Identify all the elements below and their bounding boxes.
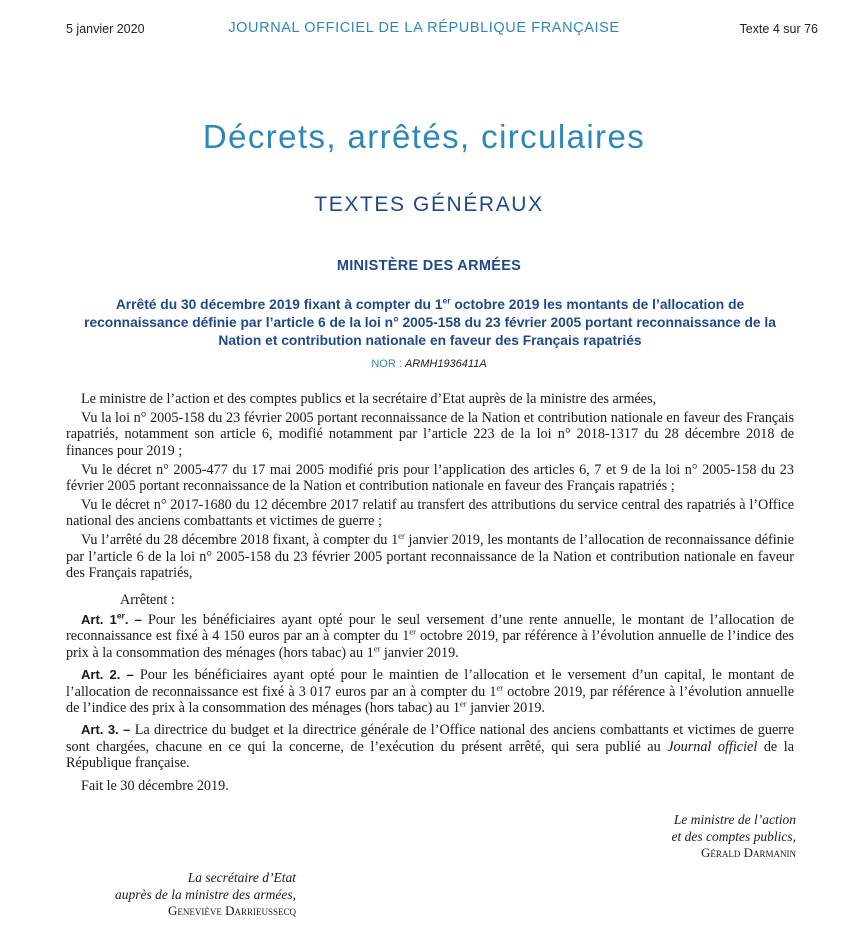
article-1-label: Art. 1er. – [81, 610, 142, 627]
decree-body [66, 391, 794, 796]
visa-decree-2005: Vu le décret n° 2005-477 du 17 mai 2005 modifié pris pour l’application des articles 6, 7 et 9 de la loi n° 2005-158 du 23 février 2005 portant reconnaissance de la Nation et contribution nationale en faveur des Français rapatriés ; [66, 461, 794, 495]
signature-secretary: La secrétaire d’Etat auprès de la ministre des armées, Geneviève Darrieussecq [66, 870, 296, 920]
section-title: TEXTES GÉNÉRAUX [314, 193, 544, 216]
publication-date: 5 janvier 2020 [66, 22, 145, 36]
article-2: Art. 2. – Pour les bénéficiaires ayant opté pour le maintien de l’allocation et le versement d’un capital, le montant de l’allocation de reconnaissance est fixé à 3 017 euros par an à compter du 1er octobre 2019, par référence à l’évolution annuelle de l’indice des prix à la consommation des ménages (hors tabac) au 1er janvier 2019. [66, 667, 794, 716]
minister-name: Gérald Darmanin [700, 845, 796, 860]
main-title: Décrets, arrêtés, circulaires [202, 118, 646, 155]
article-3: Art. 3. – La directrice du budget et la directrice générale de l’Office national des anciens combattants et victimes de guerre sont chargées, chacune en ce qui la concerne, de l’exécution du présent arrêté, qui sera publié au Journal officiel de la République française. [66, 722, 794, 772]
visa-arrete-2018: Vu l’arrêté du 28 décembre 2018 fixant, à compter du 1er janvier 2019, les montants de l’allocation de reconnaissance définie par l’article 6 de la loi n° 2005-158 du 23 février 2005 portant reconnaissance de la Nation et contribution nationale en faveur des Français rapatriés, [66, 530, 795, 582]
page-header [0, 20, 848, 42]
arretent-heading: Arrêtent : [120, 592, 175, 609]
visa-law: Vu la loi n° 2005-158 du 23 février 2005 portant reconnaissance de la Nation et contribution nationale en faveur des Français rapatriés, notamment son article 6, modifié notamment par l’article 223 de la loi n° 2018-1317 du 28 décembre 2018 de finances pour 2019 ; [66, 409, 794, 459]
visa-decree-2017: Vu le décret n° 2017-1680 du 12 décembre 2017 relatif au transfert des attributions du service central des rapatriés à l’Office national des anciens combattants et victimes de guerre ; [66, 496, 794, 530]
signature-minister: Le ministre de l’action et des comptes publics, Gérald Darmanin [620, 812, 796, 862]
nor-label: NOR : [371, 358, 405, 370]
decree-title: Arrêté du 30 décembre 2019 fixant à compter du 1er octobre 2019 les montants de l’allocation de reconnaissance définie par l’article 6 de la loi n° 2005-158 du 23 février 2005 portant reconnaissance de la Nation et contribution nationale en faveur des Français rapatriés [84, 295, 776, 348]
preamble: Le ministre de l’action et des comptes publics et la secrétaire d’Etat auprès de la ministre des armées, [81, 391, 657, 407]
nor-reference [0, 358, 848, 370]
article-1: Art. 1er. – Pour les bénéficiaires ayant opté pour le seul versement d’une rente annuelle, le montant de l’allocation de reconnaissance est fixé à 4 150 euros par an à compter du 1er octobre 2019, par référence à l’évolution annuelle de l’indice des prix à la consommation des ménages (hors tabac) au 1er janvier 2019. [66, 610, 795, 661]
secretary-name: Geneviève Darrieussecq [167, 903, 296, 918]
text-index: Texte 4 sur 76 [739, 22, 818, 36]
ministry-name: MINISTÈRE DES ARMÉES [336, 258, 522, 274]
journal-name: JOURNAL OFFICIEL DE LA RÉPUBLIQUE FRANÇAISE [228, 20, 620, 36]
nor-code: ARMH1936411A [404, 358, 487, 370]
signature-date: Fait le 30 décembre 2019. [81, 777, 229, 794]
article-2-label: Art. 2. – [81, 667, 134, 683]
article-3-label: Art. 3. – [81, 722, 131, 738]
